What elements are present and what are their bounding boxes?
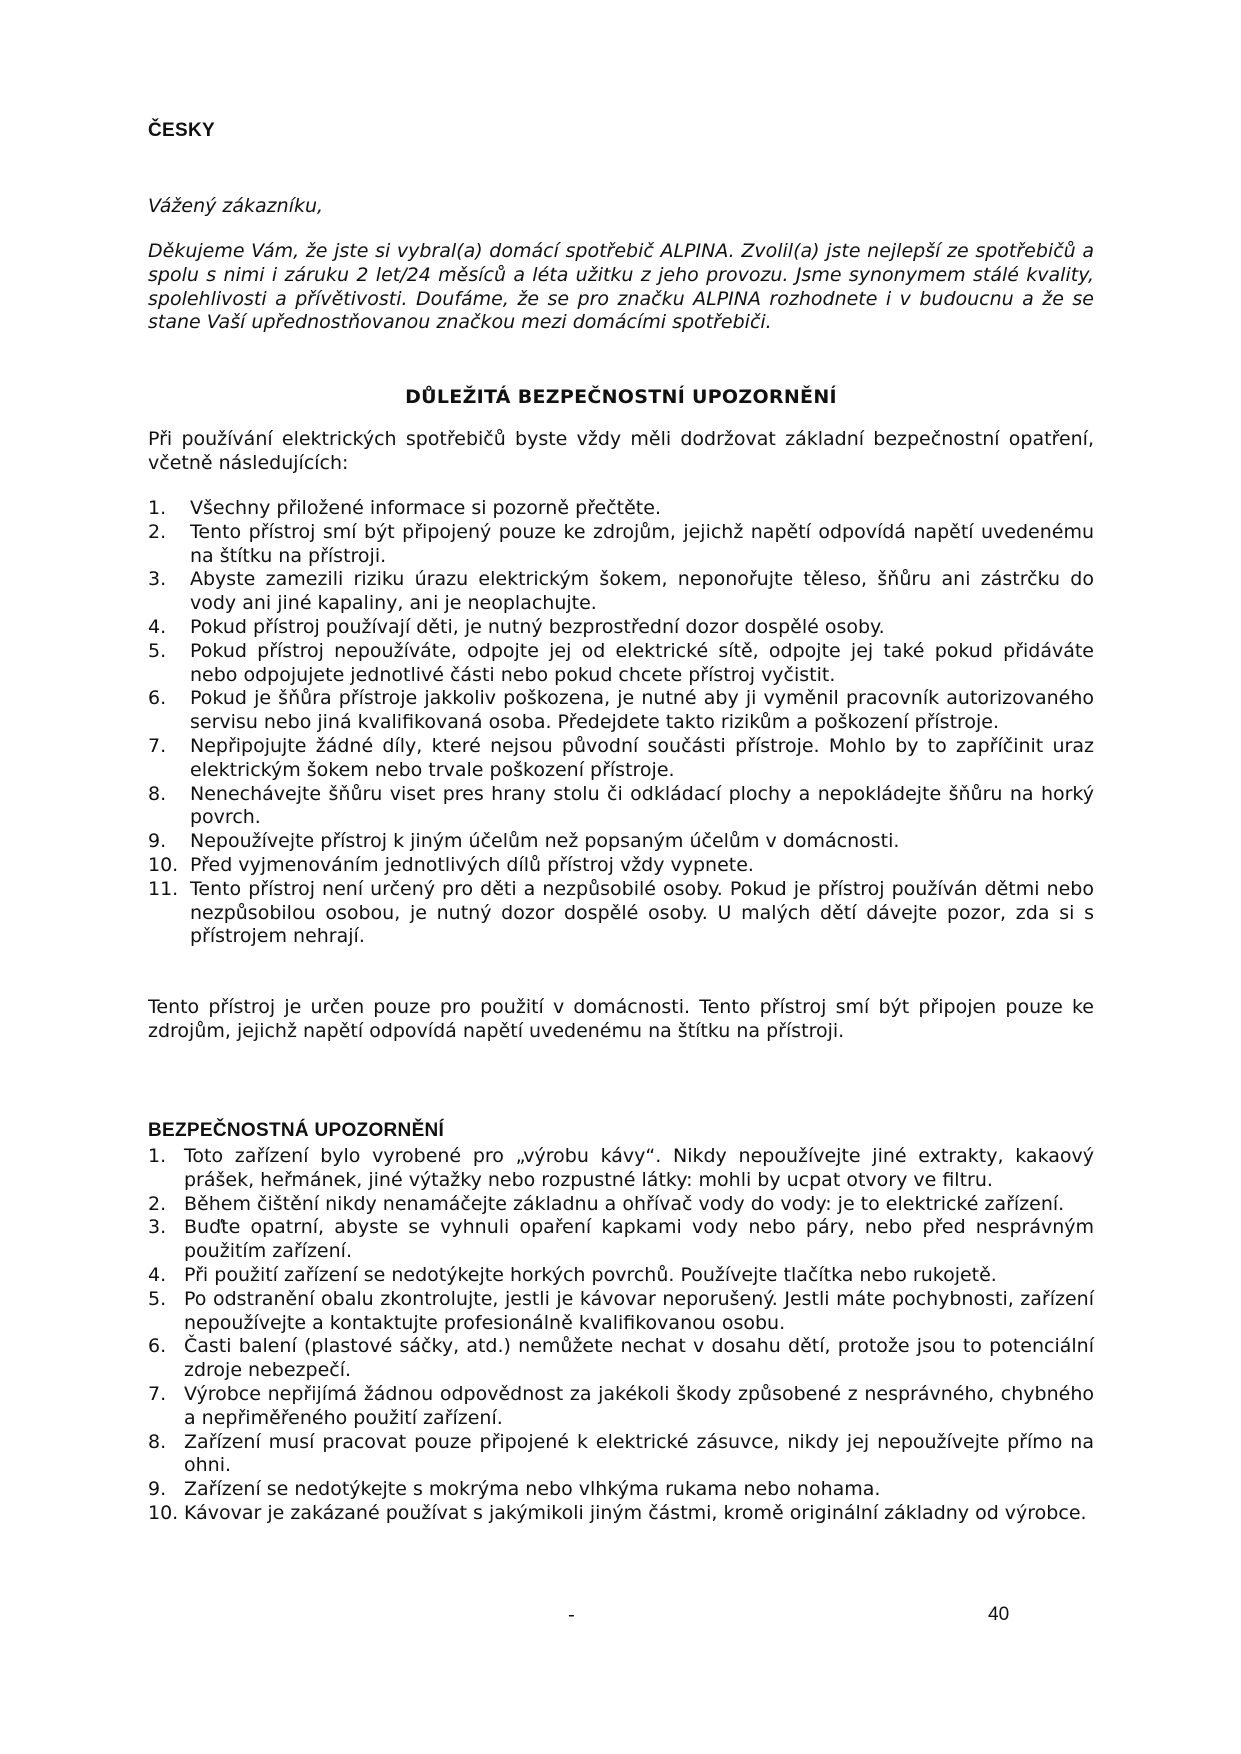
greeting: Vážený zákazníku, xyxy=(148,195,324,217)
list-item xyxy=(148,640,1094,688)
list-item-text: Kávovar je zakázané používat s jakýmikoli jiným částmi, kromě originální základny od výrobce. xyxy=(184,1501,1087,1524)
list-item-text: Během čištění nikdy nenamáčejte základnu a ohřívač vody do vody: je to elektrické zařízení. xyxy=(184,1192,1065,1215)
household-use-paragraph: Tento přístroj je určen pouze pro použití v domácnosti. Tento přístroj smí být připojen pouze ke zdrojům, jejichž napětí odpovídá napětí uvedenému na štítku na přístroji. xyxy=(148,996,1094,1042)
list-item-text: Časti balení (plastové sáčky, atd.) nemůžete nechat v dosahu dětí, protože jsou to potenciální zdroje nebezpečí. xyxy=(184,1335,1094,1382)
list-item-text: Buďte opatrní, abyste se vyhnuli opaření kapkami vody nebo páry, nebo před nesprávným použitím zařízení. xyxy=(184,1216,1094,1263)
list-item-text: Nepřipojujte žádné díly, které nejsou původní součásti přístroje. Mohlo by to zapříčinit uraz elektrickým šokem nebo trvale poškození přístroje. xyxy=(190,734,1094,781)
list-item-number: 8. xyxy=(148,1430,167,1453)
list-item-text: Po odstranění obalu zkontrolujte, jestli je kávovar neporušený. Jestli máte pochybnosti, zařízení nepoužívejte a kontaktujte profesionálně kvalifikovanou osobu. xyxy=(184,1287,1094,1334)
list-item-text: Výrobce nepřijímá žádnou odpovědnost za jakékoli škody způsobené z nesprávného, chybného a nepřiměřeného použití zařízení. xyxy=(184,1382,1094,1429)
list-item-number: 6. xyxy=(148,687,167,710)
list-item-number: 9. xyxy=(148,1478,167,1501)
list-item xyxy=(148,687,1094,735)
list-item xyxy=(148,616,1094,640)
list-item xyxy=(148,1216,1094,1264)
list-item-text: Všechny přiložené informace si pozorně přečtěte. xyxy=(190,497,661,519)
list-item xyxy=(148,521,1094,569)
list-item-text: Toto zařízení bylo vyrobené pro „výrobu kávy“. Nikdy nepoužívejte jiné extrakty, kakaový prášek, heřmánek, jiné výtažky nebo rozpustné látky: mohli by ucpat otvory ve filtru. xyxy=(184,1145,1094,1191)
list-item-number: 2. xyxy=(148,520,167,543)
list-item xyxy=(148,1145,1094,1193)
list-item-text: Abyste zamezili riziku úrazu elektrickým šokem, neponořujte těleso, šňůru ani zástrčku do vody ani jiné kapaliny, ani je neoplachujte. xyxy=(190,568,1094,615)
list-item-number: 4. xyxy=(148,615,167,638)
list-item-number: 3. xyxy=(148,568,167,591)
list-item-number: 1. xyxy=(148,1145,167,1167)
list-item-number: 1. xyxy=(148,497,167,519)
list-item xyxy=(148,830,1094,854)
footer-dash: - xyxy=(568,1604,575,1626)
list-item xyxy=(148,497,1094,521)
list-item-text: Při použití zařízení se nedotýkejte horkých povrchů. Používejte tlačítka nebo rukojetě. xyxy=(184,1263,997,1286)
list-item-text: Pokud přístroj nepoužíváte, odpojte jej od elektrické sítě, odpojte jej také pokud přidáváte nebo odpojujete jednotlivé části nebo pokud chcete přístroj vyčistit. xyxy=(190,639,1094,686)
list-item xyxy=(148,1431,1094,1479)
list-item-number: 10. xyxy=(148,1501,179,1524)
list-item xyxy=(148,735,1094,783)
list-item xyxy=(148,1264,1094,1288)
list-item-number: 2. xyxy=(148,1192,167,1215)
list-item-number: 11. xyxy=(148,877,179,900)
list-item-text: Pokud přístroj používají děti, je nutný bezprostřední dozor dospělé osoby. xyxy=(190,615,885,638)
list-item-text: Před vyjmenováním jednotlivých dílů přístroj vždy vypnete. xyxy=(190,853,754,876)
coffee-safety-heading: BEZPEČNOSTNÁ UPOZORNĚNÍ xyxy=(148,1120,445,1141)
safety-lead-paragraph: Při používání elektrických spotřebičů byste vždy měli dodržovat základní bezpečnostní opatření, včetně následujících: xyxy=(148,428,1094,474)
list-item-text: Nenechávejte šňůru viset pres hrany stolu či odkládací plochy a nepokládejte šňůru na horký povrch. xyxy=(190,782,1094,829)
list-item-number: 7. xyxy=(148,734,167,757)
coffee-safety-list xyxy=(148,1145,1094,1526)
list-item-number: 9. xyxy=(148,830,167,853)
list-item xyxy=(148,1288,1094,1336)
list-item-text: Zařízení musí pracovat pouze připojené k elektrické zásuvce, nikdy jej nepoužívejte přímo na ohni. xyxy=(184,1430,1094,1477)
list-item-text: Nepoužívejte přístroj k jiným účelům než popsaným účelům v domácnosti. xyxy=(190,830,900,853)
list-item-number: 7. xyxy=(148,1382,167,1405)
list-item-number: 8. xyxy=(148,782,167,805)
list-item xyxy=(148,1478,1094,1502)
list-item-text: Pokud je šňůra přístroje jakkoliv poškozena, je nutné aby ji vyměnil pracovník autorizovaného servisu nebo jiná kvalifikovaná osoba. Předejdete takto rizikům a poškození přístroje. xyxy=(190,687,1094,734)
list-item-text: Zařízení se nedotýkejte s mokrýma nebo vlhkýma rukama nebo nohama. xyxy=(184,1478,881,1501)
list-item xyxy=(148,854,1094,878)
safety-heading: DŮLEŽITÁ BEZPEČNOSTNÍ UPOZORNĚNÍ xyxy=(405,386,837,408)
intro-paragraph: Děkujeme Vám, že jste si vybral(a) domácí spotřebič ALPINA. Zvolil(a) jste nejlepší ze spotřebičů a spolu s nimi i záruku 2 let/24 měsíců a léta užitku z jeho provozu. Jsme synonymem stálé kvality, spolehlivosti a přívětivosti. Doufáme, že se pro značku ALPINA rozhodnete i v budoucnu a že se stane Vaší upřednostňovanou značkou mezi domácími spotřebiči. xyxy=(148,240,1094,334)
list-item xyxy=(148,1383,1094,1431)
list-item-number: 4. xyxy=(148,1263,167,1286)
list-item xyxy=(148,783,1094,831)
list-item-number: 3. xyxy=(148,1216,167,1239)
list-item xyxy=(148,568,1094,616)
list-item-number: 6. xyxy=(148,1335,167,1358)
language-heading: ČESKY xyxy=(148,120,215,141)
list-item-number: 5. xyxy=(148,639,167,662)
list-item-text: Tento přístroj smí být připojený pouze ke zdrojům, jejichž napětí odpovídá napětí uvedenému na štítku na přístroji. xyxy=(190,520,1094,567)
list-item xyxy=(148,1193,1094,1217)
list-item xyxy=(148,1335,1094,1383)
list-item xyxy=(148,1502,1094,1526)
list-item-number: 5. xyxy=(148,1287,167,1310)
page-number: 40 xyxy=(988,1604,1010,1625)
list-item xyxy=(148,878,1094,949)
safety-list xyxy=(148,497,1094,949)
list-item-text: Tento přístroj není určený pro děti a nezpůsobilé osoby. Pokud je přístroj používán dětmi nebo nezpůsobilou osobou, je nutný dozor dospělé osoby. U malých dětí dávejte pozor, zda si s přístrojem nehrají. xyxy=(190,877,1094,948)
list-item-number: 10. xyxy=(148,853,179,876)
